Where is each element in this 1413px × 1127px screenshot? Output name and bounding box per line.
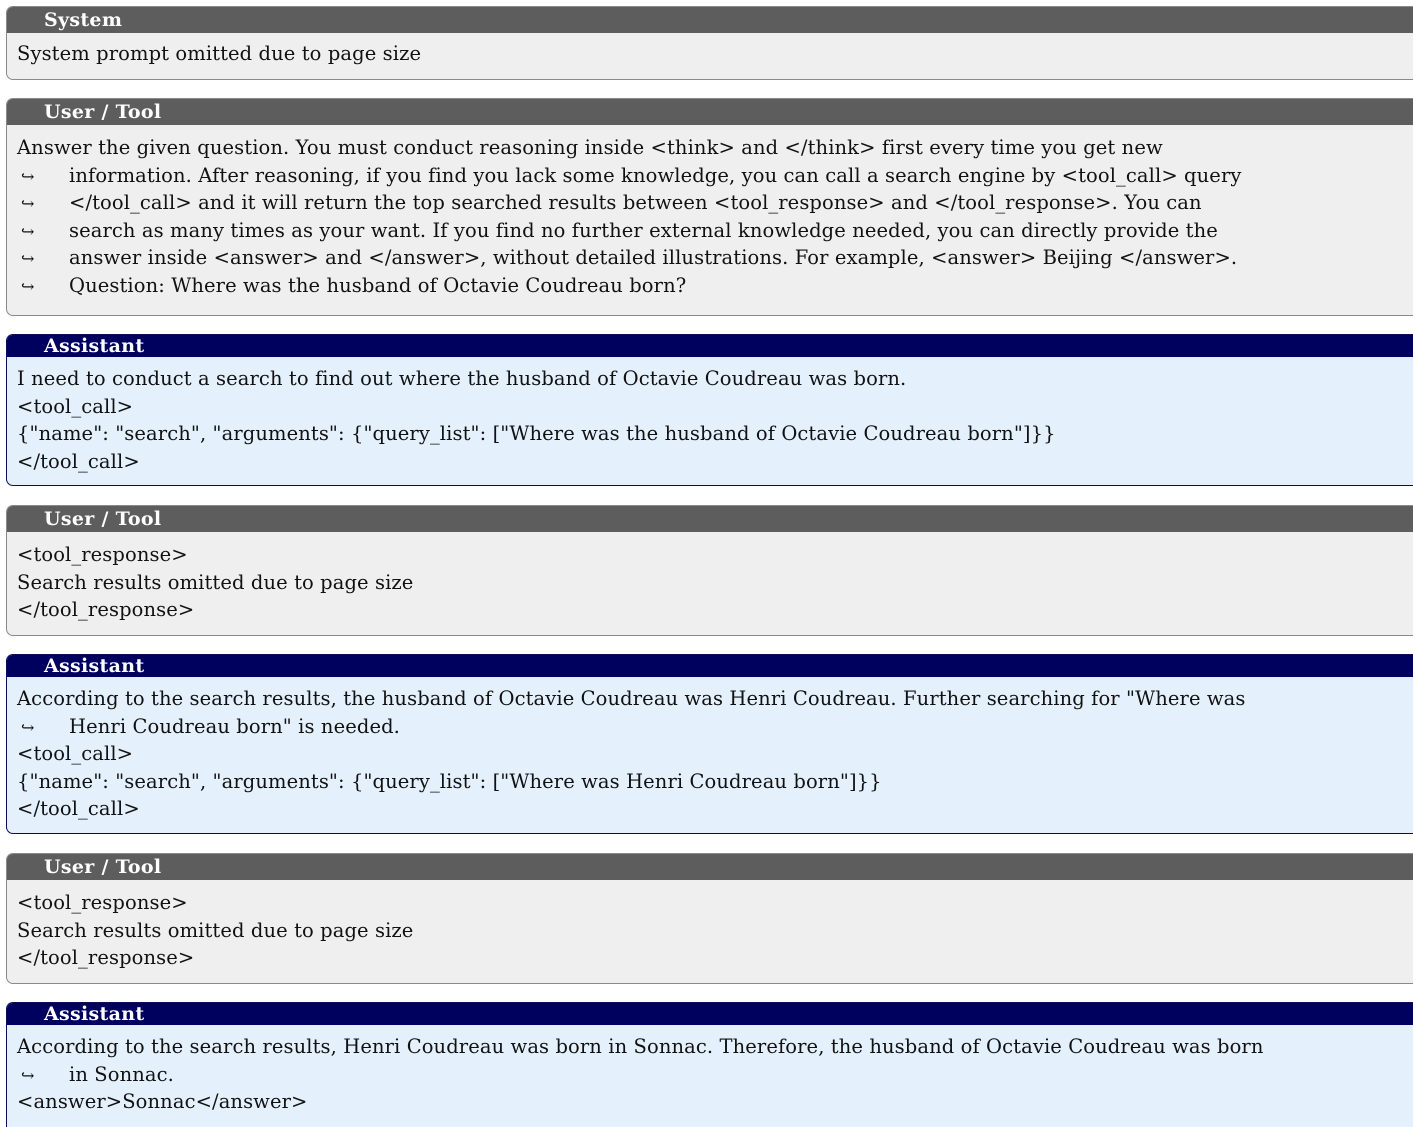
message-user-question (6, 98, 1413, 316)
message-line (17, 685, 1413, 713)
continuation-arrow-icon: ↪ (21, 717, 35, 737)
message-body (7, 532, 1413, 624)
message-line: <answer>Sonnac</answer> (17, 1090, 308, 1113)
continuation-arrow-icon: ↪ (21, 276, 35, 296)
message-role-header: Assistant (7, 655, 1413, 677)
message-line (17, 134, 1413, 162)
message-line: </tool_response> (17, 598, 195, 621)
message-assistant (6, 334, 1413, 486)
message-body (7, 125, 1413, 299)
message-line (17, 162, 1413, 190)
message-line: System prompt omitted due to page size (17, 42, 422, 65)
continuation-arrow-icon: ↪ (21, 221, 35, 241)
message-line: Search results omitted due to page size (17, 570, 414, 594)
message-line: </tool_response> (17, 946, 195, 969)
message-line: {"name": "search", "arguments": {"query_list": ["Where was the husband of Octavie Coudreau born"]}} (17, 422, 1056, 445)
message-line: {"name": "search", "arguments": {"query_list": ["Where was Henri Coudreau born"]}} (17, 769, 882, 793)
message-body (7, 880, 1413, 972)
line-text: in Sonnac. (69, 1062, 174, 1086)
message-line (17, 1061, 1413, 1089)
message-body (7, 1025, 1413, 1116)
message-assistant-final (6, 1002, 1413, 1127)
message-line: </tool_call> (17, 449, 140, 473)
message-line (17, 189, 1413, 217)
message-line: <tool_response> (17, 543, 188, 566)
message-body (7, 33, 1413, 68)
message-role-header: User / Tool (7, 854, 1413, 880)
line-text: Question: Where was the husband of Octavie Coudreau born? (69, 273, 687, 297)
message-line (17, 244, 1413, 272)
message-role-header: Assistant (7, 335, 1413, 357)
message-line (17, 713, 1413, 741)
message-line: I need to conduct a search to find out where the husband of Octavie Coudreau was born. (17, 367, 907, 390)
message-role-header: System (7, 7, 1413, 33)
continuation-arrow-icon: ↪ (21, 1065, 35, 1085)
message-body (7, 677, 1413, 823)
line-text: information. After reasoning, if you find you lack some knowledge, you can call a search engine by <tool_call> query (69, 163, 1242, 187)
message-role-header: User / Tool (7, 506, 1413, 532)
message-line: <tool_call> (17, 742, 134, 765)
line-text: Henri Coudreau born" is needed. (69, 714, 400, 738)
message-system (6, 6, 1413, 80)
continuation-arrow-icon: ↪ (21, 166, 35, 186)
message-line: <tool_response> (17, 891, 188, 914)
message-tool-response (6, 505, 1413, 636)
message-assistant (6, 654, 1413, 834)
message-line (17, 217, 1413, 245)
message-role-header: Assistant (7, 1003, 1413, 1025)
line-text: search as many times as your want. If you find no further external knowledge needed, you can directly provide the (69, 218, 1218, 242)
message-line (17, 1033, 1413, 1061)
line-text: answer inside <answer> and </answer>, without detailed illustrations. For example, <answer> Beijing </answer>. (69, 246, 1238, 269)
message-line: Search results omitted due to page size (17, 918, 414, 942)
message-tool-response (6, 853, 1413, 984)
line-text: According to the search results, Henri Coudreau was born in Sonnac. Therefore, the husband of Octavie Coudreau was born (17, 1035, 1264, 1058)
continuation-arrow-icon: ↪ (21, 249, 35, 268)
line-text: </tool_call> and it will return the top searched results between <tool_response> and </tool_response>. You can (69, 191, 1202, 214)
line-text: Answer the given question. You must conduct reasoning inside <think> and </think> first every time you get new (17, 136, 1163, 159)
message-role-header: User / Tool (7, 99, 1413, 125)
line-text: According to the search results, the husband of Octavie Coudreau was Henri Coudreau. Further searching for "Where was (17, 687, 1246, 710)
message-line: </tool_call> (17, 797, 140, 820)
continuation-arrow-icon: ↪ (21, 194, 35, 213)
message-line (17, 272, 1413, 300)
message-line: <tool_call> (17, 394, 134, 418)
message-body (7, 357, 1413, 475)
